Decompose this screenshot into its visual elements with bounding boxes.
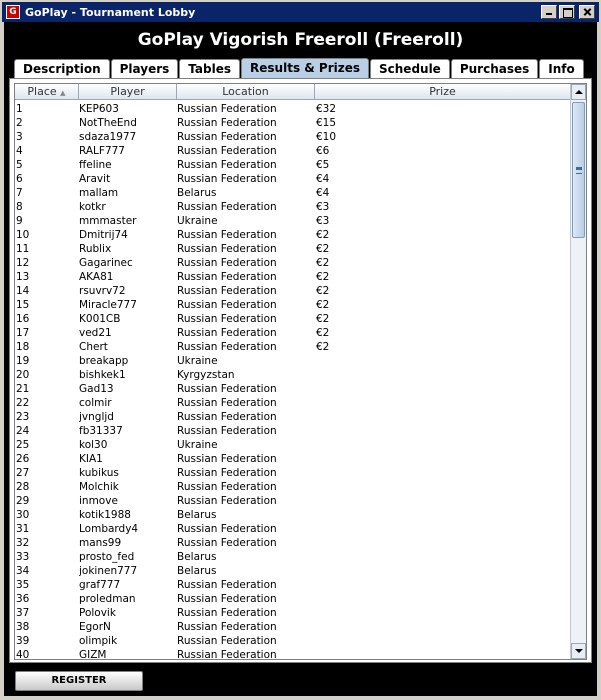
place-cell: 22 xyxy=(16,397,30,409)
location-cell: Russian Federation xyxy=(177,467,277,479)
place-cell: 8 xyxy=(16,201,23,213)
table-row[interactable] xyxy=(15,606,571,620)
table-row[interactable] xyxy=(15,186,571,200)
table-row[interactable] xyxy=(15,578,571,592)
table-row[interactable] xyxy=(15,298,571,312)
player-cell: graf777 xyxy=(79,579,121,591)
player-cell: olimpik xyxy=(79,635,118,647)
tab-tables[interactable]: Tables xyxy=(179,59,240,78)
player-cell: rsuvrv72 xyxy=(79,285,126,297)
table-row[interactable] xyxy=(15,522,571,536)
location-cell: Russian Federation xyxy=(177,159,277,171)
table-row[interactable] xyxy=(15,452,571,466)
place-cell: 1 xyxy=(16,103,23,115)
table-body xyxy=(15,102,571,660)
location-cell: Russian Federation xyxy=(177,481,277,493)
place-cell: 32 xyxy=(16,537,30,549)
column-header-location[interactable]: Location xyxy=(177,84,315,100)
prize-cell: €32 xyxy=(316,103,337,115)
location-cell: Russian Federation xyxy=(177,495,277,507)
place-cell: 15 xyxy=(16,299,30,311)
place-cell: 38 xyxy=(16,621,30,633)
table-row[interactable] xyxy=(15,326,571,340)
player-cell: sdaza1977 xyxy=(79,131,137,143)
player-cell: Gagarinec xyxy=(79,257,133,269)
location-cell: Russian Federation xyxy=(177,383,277,395)
table-row[interactable] xyxy=(15,340,571,354)
player-cell: jvngljd xyxy=(79,411,114,423)
player-cell: colmir xyxy=(79,397,112,409)
prize-cell: €4 xyxy=(316,187,330,199)
location-cell: Belarus xyxy=(177,187,217,199)
place-cell: 36 xyxy=(16,593,30,605)
maximize-button[interactable] xyxy=(559,5,575,19)
table-row[interactable] xyxy=(15,634,571,648)
scroll-down-icon[interactable] xyxy=(571,643,586,659)
location-cell: Russian Federation xyxy=(177,523,277,535)
vertical-scrollbar[interactable] xyxy=(570,84,586,659)
player-cell: ved21 xyxy=(79,327,112,339)
prize-cell: €2 xyxy=(316,243,330,255)
table-row[interactable] xyxy=(15,382,571,396)
player-cell: Dmitrij74 xyxy=(79,229,128,241)
window-title: GoPlay - Tournament Lobby xyxy=(25,5,196,19)
location-cell: Russian Federation xyxy=(177,201,277,213)
place-cell: 18 xyxy=(16,341,30,353)
player-cell: Polovik xyxy=(79,607,116,619)
tab-description[interactable]: Description xyxy=(14,59,110,78)
location-cell: Russian Federation xyxy=(177,257,277,269)
prize-cell: €3 xyxy=(316,215,330,227)
player-cell: Aravit xyxy=(79,173,111,185)
app-icon: G xyxy=(6,5,20,19)
prize-cell xyxy=(316,466,571,480)
location-cell: Russian Federation xyxy=(177,103,277,115)
column-header-place[interactable]: Place ▲ xyxy=(15,84,79,100)
prize-cell xyxy=(316,508,571,522)
player-cell: breakapp xyxy=(79,355,129,367)
place-cell: 11 xyxy=(16,243,30,255)
location-cell: Belarus xyxy=(177,551,217,563)
table-row[interactable] xyxy=(15,620,571,634)
player-cell: Miracle777 xyxy=(79,299,137,311)
place-cell: 25 xyxy=(16,439,30,451)
tab-players[interactable]: Players xyxy=(111,59,179,78)
place-cell: 13 xyxy=(16,271,30,283)
prize-cell xyxy=(316,368,571,382)
player-cell: AKA81 xyxy=(79,271,114,283)
place-cell: 14 xyxy=(16,285,30,297)
prize-cell xyxy=(316,424,571,438)
place-cell: 19 xyxy=(16,355,30,367)
sort-ascending-icon: ▲ xyxy=(60,89,66,97)
location-cell: Russian Federation xyxy=(177,243,277,255)
place-cell: 33 xyxy=(16,551,30,563)
prize-cell xyxy=(316,494,571,508)
location-cell: Russian Federation xyxy=(177,327,277,339)
table-row[interactable] xyxy=(15,214,571,228)
place-cell: 16 xyxy=(16,313,30,325)
tab-info[interactable]: Info xyxy=(539,59,583,78)
prize-cell xyxy=(316,620,571,634)
register-button[interactable]: REGISTER xyxy=(15,671,143,691)
place-cell: 31 xyxy=(16,523,30,535)
place-cell: 34 xyxy=(16,565,30,577)
table-row[interactable] xyxy=(15,116,571,130)
prize-cell xyxy=(316,410,571,424)
location-cell: Russian Federation xyxy=(177,425,277,437)
location-cell: Russian Federation xyxy=(177,537,277,549)
location-cell: Russian Federation xyxy=(177,229,277,241)
prize-cell: €10 xyxy=(316,131,337,143)
table-row[interactable] xyxy=(15,242,571,256)
location-cell: Russian Federation xyxy=(177,117,277,129)
location-cell: Belarus xyxy=(177,565,217,577)
table-row[interactable] xyxy=(15,592,571,606)
table-row[interactable] xyxy=(15,130,571,144)
prize-cell: €2 xyxy=(316,341,330,353)
prize-cell xyxy=(316,578,571,592)
location-cell: Russian Federation xyxy=(177,635,277,647)
table-row[interactable] xyxy=(15,564,571,578)
tab-purchases[interactable]: Purchases xyxy=(451,59,538,78)
scrollbar-thumb[interactable] xyxy=(572,102,585,238)
player-cell: kubikus xyxy=(79,467,119,479)
tab-schedule[interactable]: Schedule xyxy=(370,59,450,78)
location-cell: Russian Federation xyxy=(177,593,277,605)
player-cell: prosto_fed xyxy=(79,551,135,563)
scroll-up-icon[interactable] xyxy=(571,84,586,100)
close-button[interactable] xyxy=(579,5,595,19)
player-cell: mallam xyxy=(79,187,119,199)
prize-cell: €5 xyxy=(316,159,330,171)
location-cell: Russian Federation xyxy=(177,145,277,157)
table-row[interactable] xyxy=(15,158,571,172)
prize-cell xyxy=(316,648,571,660)
table-row[interactable] xyxy=(15,466,571,480)
player-cell: KIA1 xyxy=(79,453,103,465)
location-cell: Russian Federation xyxy=(177,341,277,353)
place-cell: 21 xyxy=(16,383,30,395)
prize-cell xyxy=(316,536,571,550)
player-cell: RALF777 xyxy=(79,145,125,157)
table-row[interactable] xyxy=(15,396,571,410)
location-cell: Russian Federation xyxy=(177,285,277,297)
place-cell: 26 xyxy=(16,453,30,465)
prize-cell xyxy=(316,396,571,410)
column-header-player[interactable]: Player xyxy=(79,84,177,100)
table-row[interactable] xyxy=(15,438,571,452)
location-cell: Russian Federation xyxy=(177,411,277,423)
column-header-prize[interactable]: Prize xyxy=(315,84,571,100)
place-cell: 2 xyxy=(16,117,23,129)
table-row[interactable] xyxy=(15,284,571,298)
tournament-title: GoPlay Vigorish Freeroll (Freeroll) xyxy=(137,30,464,50)
player-cell: Molchik xyxy=(79,481,119,493)
table-row[interactable] xyxy=(15,536,571,550)
place-cell: 7 xyxy=(16,187,23,199)
table-row[interactable] xyxy=(15,228,571,242)
place-cell: 6 xyxy=(16,173,23,185)
location-cell: Russian Federation xyxy=(177,621,277,633)
prize-cell: €2 xyxy=(316,229,330,241)
title-bar[interactable] xyxy=(0,0,601,22)
location-cell: Russian Federation xyxy=(177,649,277,660)
player-cell: Lombardy4 xyxy=(79,523,139,535)
table-row[interactable] xyxy=(15,494,571,508)
table-row[interactable] xyxy=(15,424,571,438)
place-cell: 10 xyxy=(16,229,30,241)
place-cell: 20 xyxy=(16,369,30,381)
table-row[interactable] xyxy=(15,550,571,564)
table-row[interactable] xyxy=(15,200,571,214)
location-cell: Russian Federation xyxy=(177,453,277,465)
table-row[interactable] xyxy=(15,480,571,494)
window-controls xyxy=(541,5,595,19)
table-row[interactable] xyxy=(15,270,571,284)
player-cell: bishkek1 xyxy=(79,369,126,381)
table-row[interactable] xyxy=(15,312,571,326)
place-cell: 5 xyxy=(16,159,23,171)
place-cell: 17 xyxy=(16,327,30,339)
prize-cell xyxy=(316,634,571,648)
prize-cell: €2 xyxy=(316,257,330,269)
player-cell: Rublix xyxy=(79,243,112,255)
place-cell: 39 xyxy=(16,635,30,647)
results-table xyxy=(14,83,587,660)
location-cell: Russian Federation xyxy=(177,607,277,619)
player-cell: inmove xyxy=(79,495,118,507)
prize-cell xyxy=(316,480,571,494)
prize-cell xyxy=(316,592,571,606)
prize-cell: €3 xyxy=(316,201,330,213)
location-cell: Russian Federation xyxy=(177,299,277,311)
player-cell: ffeline xyxy=(79,159,112,171)
table-row[interactable] xyxy=(15,354,571,368)
minimize-button[interactable] xyxy=(541,5,557,19)
place-cell: 9 xyxy=(16,215,23,227)
location-cell: Ukraine xyxy=(177,439,218,451)
prize-cell xyxy=(316,606,571,620)
table-row[interactable] xyxy=(15,172,571,186)
place-cell: 3 xyxy=(16,131,23,143)
prize-cell: €2 xyxy=(316,327,330,339)
player-cell: fb31337 xyxy=(79,425,123,437)
table-header xyxy=(15,84,571,100)
place-cell: 23 xyxy=(16,411,30,423)
tab-bar xyxy=(14,58,585,78)
location-cell: Belarus xyxy=(177,509,217,521)
prize-cell: €15 xyxy=(316,117,337,129)
place-cell: 4 xyxy=(16,145,23,157)
prize-cell: €2 xyxy=(316,271,330,283)
location-cell: Ukraine xyxy=(177,355,218,367)
table-row[interactable] xyxy=(15,144,571,158)
prize-cell xyxy=(316,382,571,396)
table-row[interactable] xyxy=(15,508,571,522)
prize-cell xyxy=(316,452,571,466)
location-cell: Russian Federation xyxy=(177,131,277,143)
player-cell: K001CB xyxy=(79,313,121,325)
place-cell: 37 xyxy=(16,607,30,619)
location-cell: Ukraine xyxy=(177,215,218,227)
table-row[interactable] xyxy=(15,648,571,660)
place-cell: 24 xyxy=(16,425,30,437)
location-cell: Russian Federation xyxy=(177,173,277,185)
player-cell: kotik1988 xyxy=(79,509,131,521)
prize-cell xyxy=(316,522,571,536)
player-cell: mans99 xyxy=(79,537,122,549)
table-row[interactable] xyxy=(15,102,571,116)
player-cell: kotkr xyxy=(79,201,106,213)
player-cell: mmmaster xyxy=(79,215,137,227)
player-cell: Chert xyxy=(79,341,108,353)
place-cell: 27 xyxy=(16,467,30,479)
location-cell: Russian Federation xyxy=(177,579,277,591)
prize-cell: €2 xyxy=(316,285,330,297)
location-cell: Kyrgyzstan xyxy=(177,369,235,381)
player-cell: proledman xyxy=(79,593,136,605)
place-cell: 28 xyxy=(16,481,30,493)
player-cell: jokinen777 xyxy=(79,565,138,577)
location-cell: Russian Federation xyxy=(177,313,277,325)
prize-cell: €2 xyxy=(316,299,330,311)
player-cell: NotTheEnd xyxy=(79,117,137,129)
player-cell: Gad13 xyxy=(79,383,114,395)
player-cell: GIZM xyxy=(79,649,107,660)
place-cell: 30 xyxy=(16,509,30,521)
player-cell: KEP603 xyxy=(79,103,119,115)
player-cell: kol30 xyxy=(79,439,108,451)
player-cell: EgorN xyxy=(79,621,111,633)
place-cell: 35 xyxy=(16,579,30,591)
location-cell: Russian Federation xyxy=(177,271,277,283)
table-row[interactable] xyxy=(15,256,571,270)
prize-cell: €2 xyxy=(316,313,330,325)
location-cell: Russian Federation xyxy=(177,397,277,409)
prize-cell: €6 xyxy=(316,145,330,157)
results-panel xyxy=(9,78,592,663)
prize-cell xyxy=(316,564,571,578)
place-cell: 12 xyxy=(16,257,30,269)
place-cell: 29 xyxy=(16,495,30,507)
tab-results-prizes[interactable]: Results & Prizes xyxy=(241,58,369,78)
table-row[interactable] xyxy=(15,368,571,382)
place-cell: 40 xyxy=(16,649,30,660)
prize-cell xyxy=(316,438,571,452)
table-row[interactable] xyxy=(15,410,571,424)
prize-cell: €4 xyxy=(316,173,330,185)
prize-cell xyxy=(316,550,571,564)
prize-cell xyxy=(316,354,571,368)
